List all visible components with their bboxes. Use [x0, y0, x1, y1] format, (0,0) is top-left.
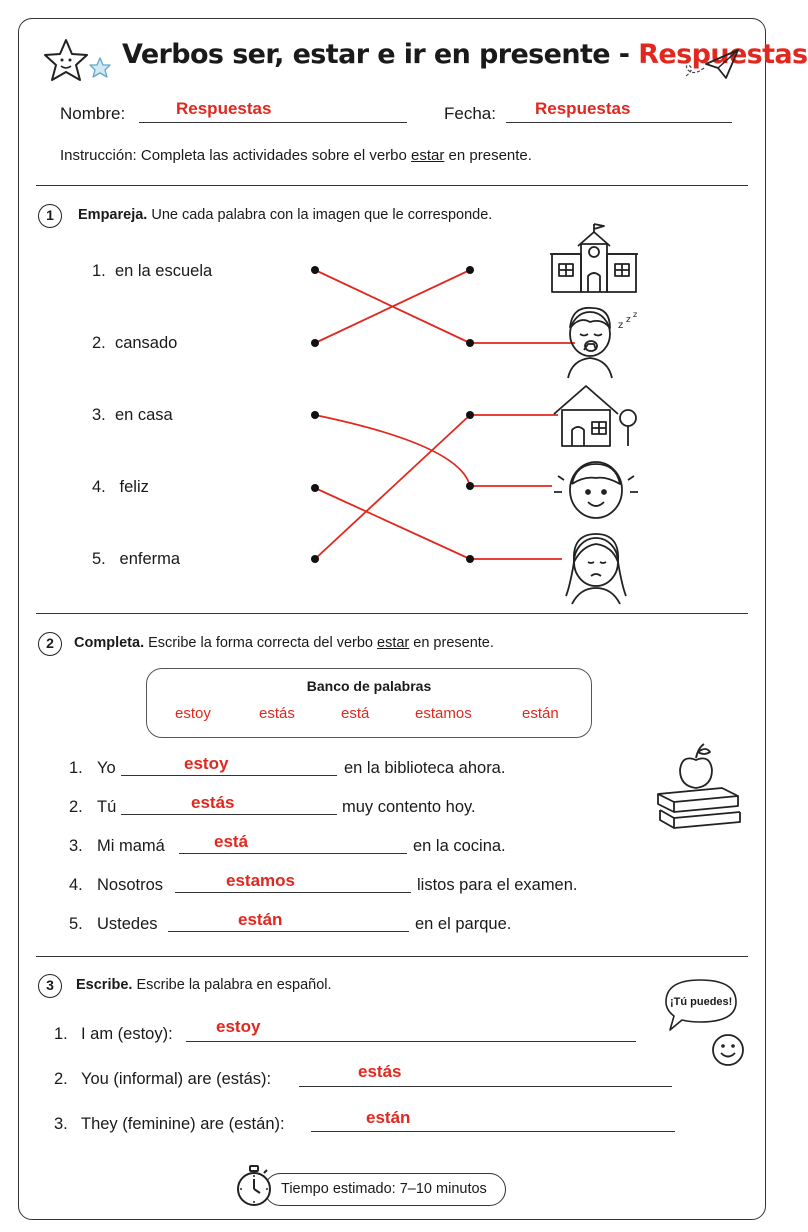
svg-text:z: z — [626, 315, 631, 325]
prompt-text: They (feminine) are (están): — [81, 1115, 285, 1133]
page-title: Verbos ser, estar e ir en presente - Respuestas — [122, 39, 808, 70]
timer-badge: Tiempo estimado: 7–10 minutos — [264, 1173, 506, 1206]
answer-text: estoy — [184, 754, 229, 773]
section-number: 2 — [38, 632, 62, 656]
sentence-subject: Ustedes — [97, 915, 158, 933]
prompt-number: 3. — [54, 1115, 68, 1133]
answer-line[interactable] — [168, 931, 409, 932]
section-2-heading: Completa. Escribe la forma correcta del verbo estar en presente. — [74, 635, 494, 651]
date-value: Respuestas — [535, 99, 631, 118]
answer-line[interactable] — [121, 814, 337, 815]
section-3-heading: Escribe. Escribe la palabra en español. — [76, 977, 332, 993]
match-item: 5. enferma — [92, 550, 181, 568]
sentence-subject: Nosotros — [97, 876, 164, 894]
divider — [36, 956, 748, 957]
date-field-line[interactable] — [506, 122, 732, 123]
word-bank-item: están — [522, 705, 559, 722]
answer-text: están — [238, 910, 283, 929]
match-item: 1. en la escuela — [92, 262, 213, 280]
svg-text:z: z — [633, 310, 638, 319]
answer-line[interactable] — [175, 892, 411, 893]
answer-text: estás — [191, 793, 235, 812]
answer-text: estás — [358, 1062, 402, 1081]
word-bank-item: estás — [259, 705, 295, 722]
smiley-icon — [710, 1032, 746, 1068]
answer-text: está — [214, 832, 249, 851]
tired-boy-icon — [558, 300, 644, 378]
match-item: 3. en casa — [92, 406, 173, 424]
answer-line[interactable] — [121, 775, 337, 776]
word-bank — [146, 668, 592, 738]
sentence-subject: Mi mamá — [97, 837, 165, 855]
paper-plane-icon — [676, 44, 742, 84]
sentence-number: 4. — [69, 876, 83, 894]
name-value: Respuestas — [176, 99, 272, 118]
stopwatch-icon — [234, 1164, 274, 1208]
sentence-rest: listos para el examen. — [417, 876, 578, 894]
prompt-text: You (informal) are (estás): — [81, 1070, 272, 1088]
sentence-rest: muy contento hoy. — [342, 798, 476, 816]
name-label: Nombre: — [60, 104, 126, 123]
instruction-text: Instrucción: Completa las actividades sobre el verbo estar en presente. — [60, 147, 532, 164]
date-label: Fecha: — [444, 104, 496, 123]
divider — [36, 613, 748, 614]
sentence-number: 2. — [69, 798, 83, 816]
sentence-rest: en el parque. — [415, 915, 512, 933]
sentence-subject: Yo — [97, 759, 116, 777]
word-bank-item: estoy — [175, 705, 211, 722]
answer-line[interactable] — [311, 1131, 675, 1132]
star-icon — [40, 36, 114, 88]
sentence-number: 5. — [69, 915, 83, 933]
match-item: 4. feliz — [92, 478, 149, 496]
section-1-heading: Empareja. Une cada palabra con la imagen que le corresponde. — [78, 207, 493, 223]
prompt-text: I am (estoy): — [81, 1025, 173, 1043]
sick-girl-icon — [560, 526, 634, 604]
happy-girl-icon — [552, 454, 642, 524]
answer-text: están — [366, 1108, 411, 1127]
answer-line[interactable] — [186, 1041, 636, 1042]
sentence-rest: en la cocina. — [413, 837, 506, 855]
word-bank-item: está — [341, 705, 370, 722]
sentence-subject: Tú — [97, 798, 117, 816]
name-field-line[interactable] — [139, 122, 407, 123]
prompt-number: 1. — [54, 1025, 68, 1043]
word-bank-title: Banco de palabras — [306, 678, 432, 694]
school-icon — [548, 220, 640, 296]
books-apple-icon — [652, 740, 746, 836]
section-number: 1 — [38, 204, 62, 228]
svg-text:z: z — [618, 320, 624, 331]
matching-lines — [290, 250, 590, 580]
sentence-number: 3. — [69, 837, 83, 855]
answer-line[interactable] — [179, 853, 407, 854]
sentence-number: 1. — [69, 759, 83, 777]
answer-text: estamos — [226, 871, 295, 890]
section-number: 3 — [38, 974, 62, 998]
divider — [36, 185, 748, 186]
prompt-number: 2. — [54, 1070, 68, 1088]
sentence-rest: en la biblioteca ahora. — [344, 759, 506, 777]
answer-text: estoy — [216, 1017, 261, 1036]
house-icon — [550, 380, 642, 450]
speech-bubble-text: ¡Tú puedes! — [670, 996, 733, 1008]
match-item: 2. cansado — [92, 334, 178, 352]
answer-line[interactable] — [299, 1086, 672, 1087]
word-bank-item: estamos — [415, 705, 472, 722]
